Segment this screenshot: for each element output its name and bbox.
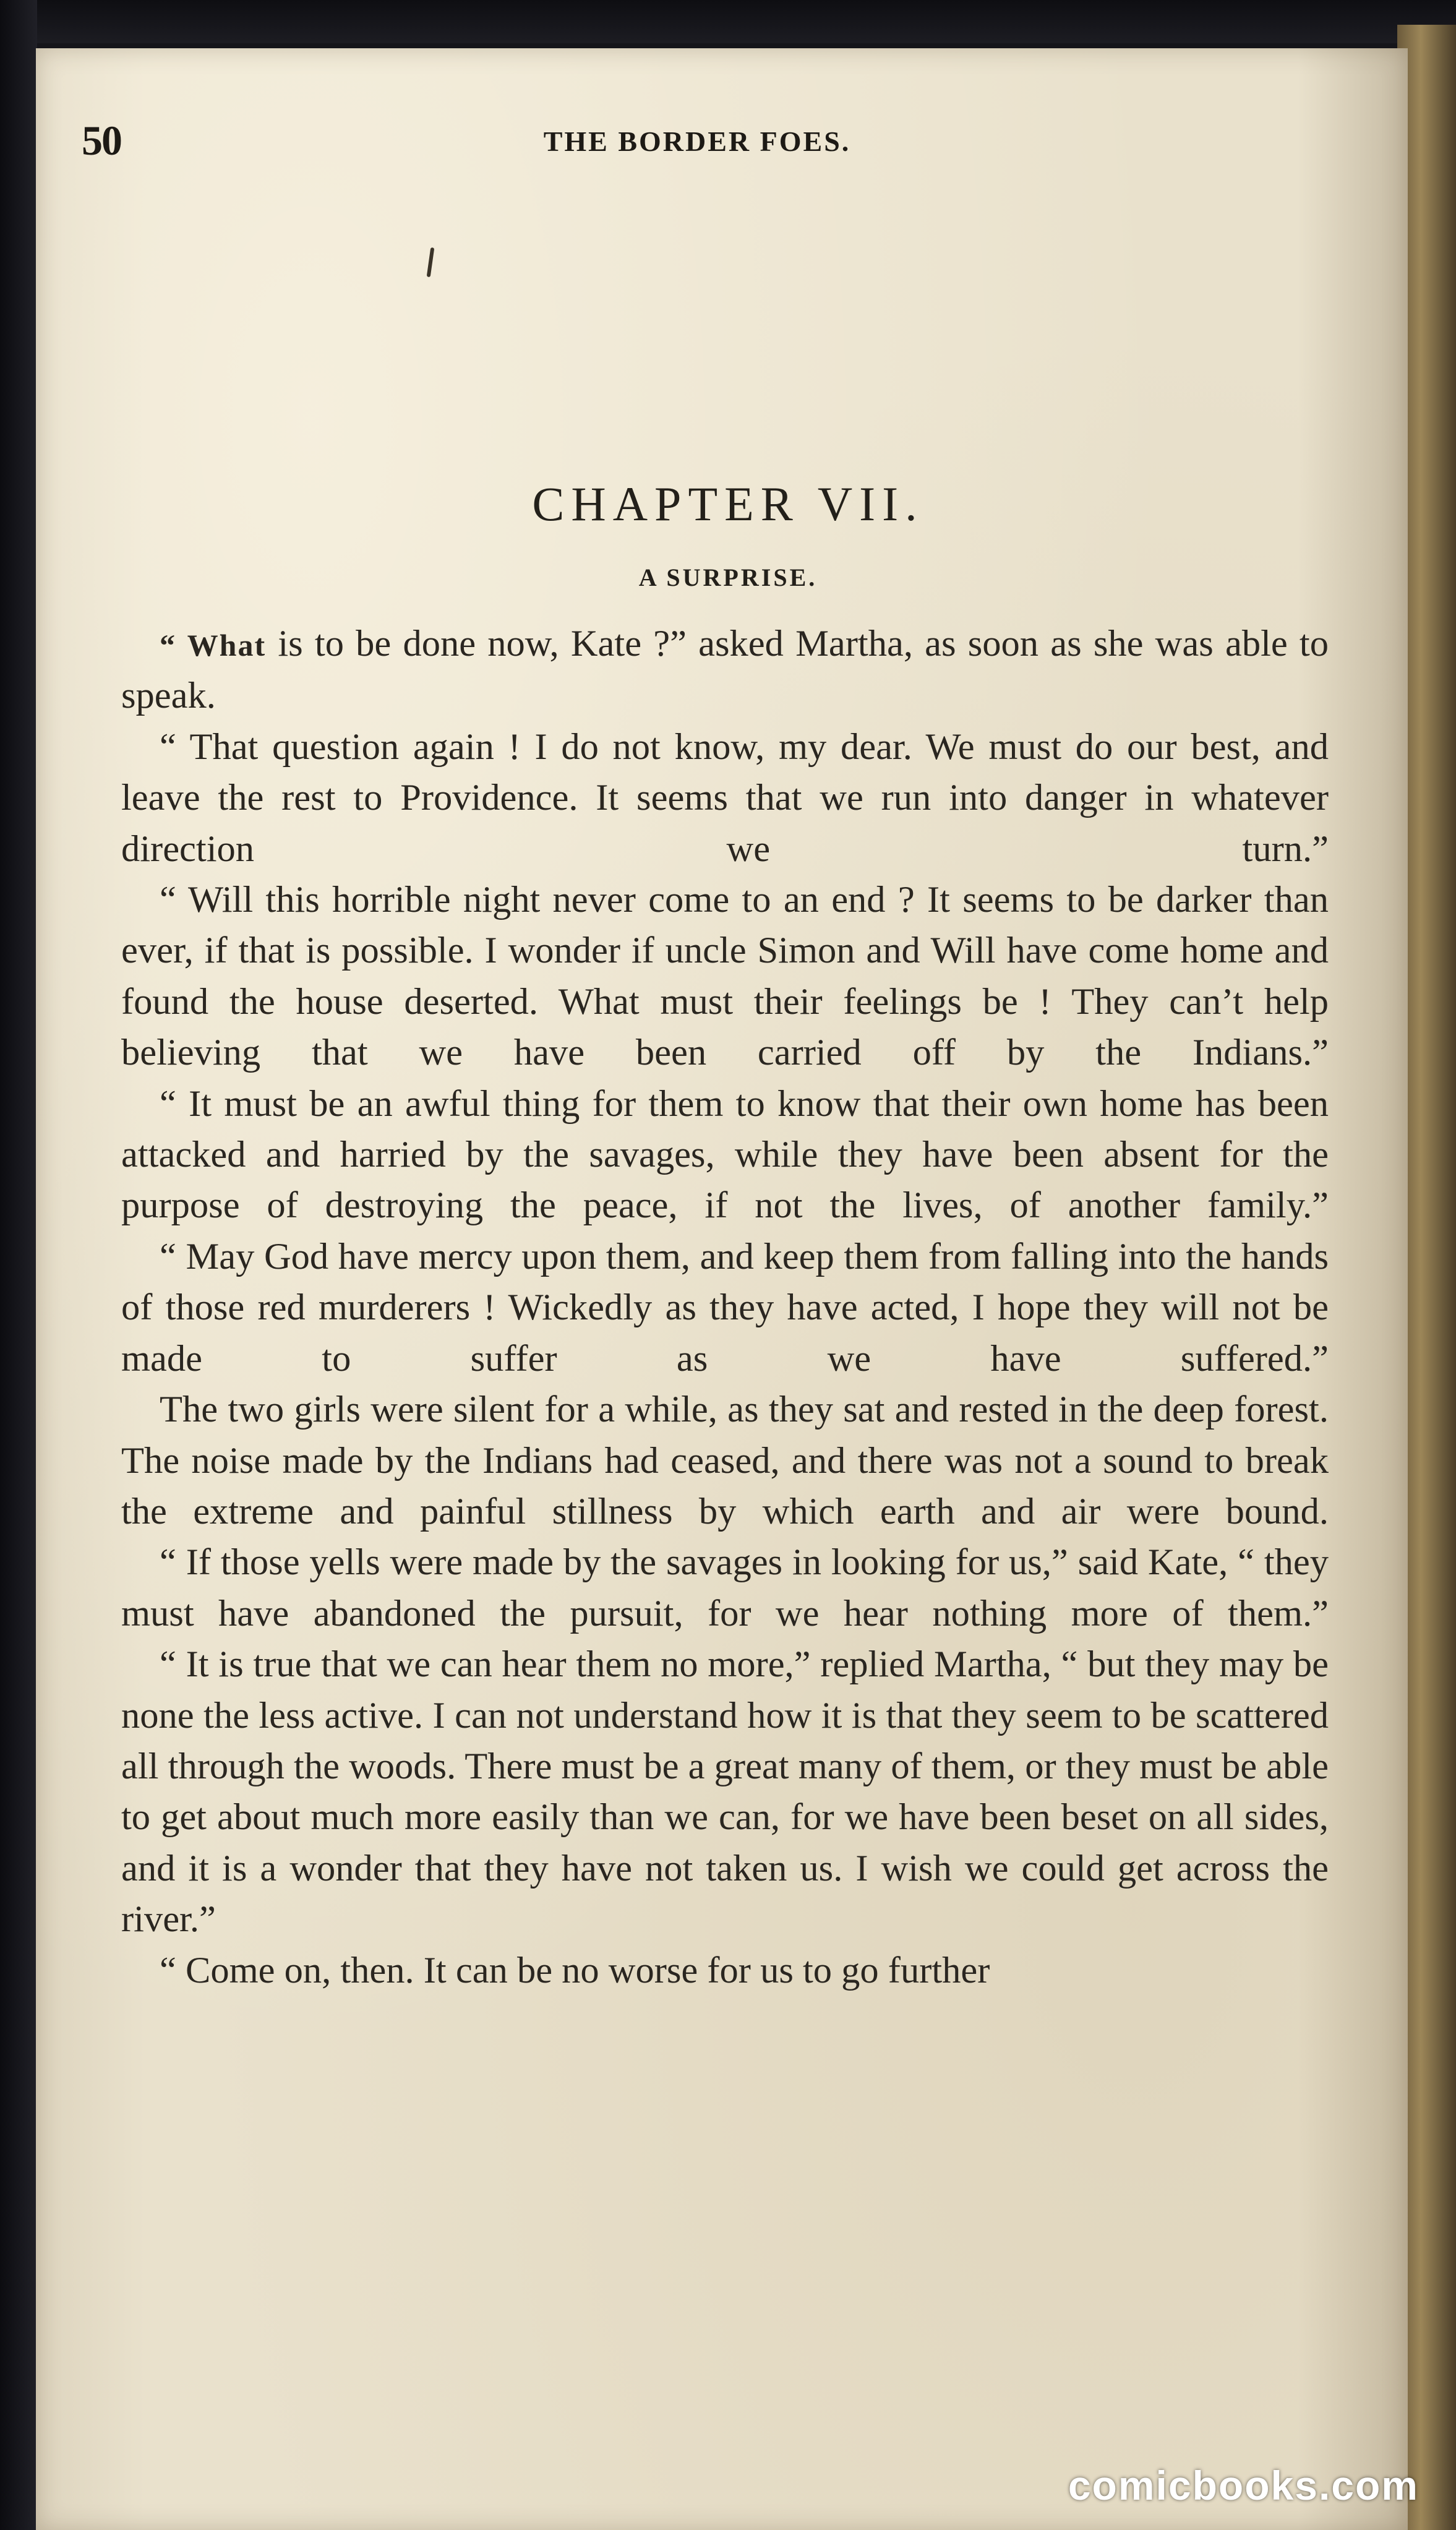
- chapter-subtitle: A SURPRISE.: [638, 564, 818, 591]
- chapter-body: [121, 619, 1329, 2338]
- paragraph: “ That question again ! I do not know, my dear. We must do our best, and leave the rest to Providence. It seems that we run into danger in whatever direction we turn.”: [121, 726, 1329, 870]
- paragraph: “ Come on, then. It can be no worse for us to go further: [160, 1949, 990, 1991]
- paragraph: “ It is true that we can hear them no more,” replied Martha, “ but they may be none the less active. I can not understand how it is that they seem to be scattered all through the woods. There must be a great many of them, or they must be able to get about much more easily than we can, for we have been beset on all sides, and it is a wonder that they have not taken us. I wish we could get across the river.”: [121, 1644, 1329, 1940]
- paragraph: [121, 619, 1329, 722]
- page-number: 50: [82, 117, 121, 164]
- paragraph: “ Will this horrible night never come to an end ? It seems to be darker than ever, if that is possible. I wonder if uncle Simon and Will have come home and found the house deserted. What must their feelings be ! They can’t help believing that we have been carried off by the Indians.”: [121, 879, 1329, 1074]
- paragraph: The two girls were silent for a while, as they sat and rested in the deep forest. The noise made by the Indians had ceased, and there was not a sound to break the extreme and painful stillness by which earth and air were bound.: [121, 1389, 1329, 1532]
- paragraph-text: is to be done now, Kate ?” asked Martha, as soon as she was able to speak.: [121, 623, 1329, 717]
- scan-backdrop-top: [0, 0, 1456, 43]
- running-title: THE BORDER FOES.: [543, 126, 851, 157]
- watermark: comicbooks.com: [1068, 2463, 1419, 2508]
- paragraph: “ May God have mercy upon them, and keep them from falling into the hands of those red murderers ! Wickedly as they have acted, I hope they will not be made to suffer as we have suffered.”: [121, 1235, 1329, 1379]
- paragraph: “ It must be an awful thing for them to know that their own home has been attacked and harried by the savages, while they have been absent for the purpose of destroying the peace, if not the lives, of another family.”: [121, 1083, 1329, 1227]
- paragraph-lead-in: “ What: [160, 628, 267, 663]
- paragraph: “ If those yells were made by the savages in looking for us,” said Kate, “ they must have abandoned the pursuit, for we hear nothing more of them.”: [121, 1542, 1329, 1634]
- running-head: [82, 116, 1313, 178]
- chapter-title: CHAPTER VII.: [532, 477, 924, 531]
- scan-backdrop-left: [0, 0, 37, 2530]
